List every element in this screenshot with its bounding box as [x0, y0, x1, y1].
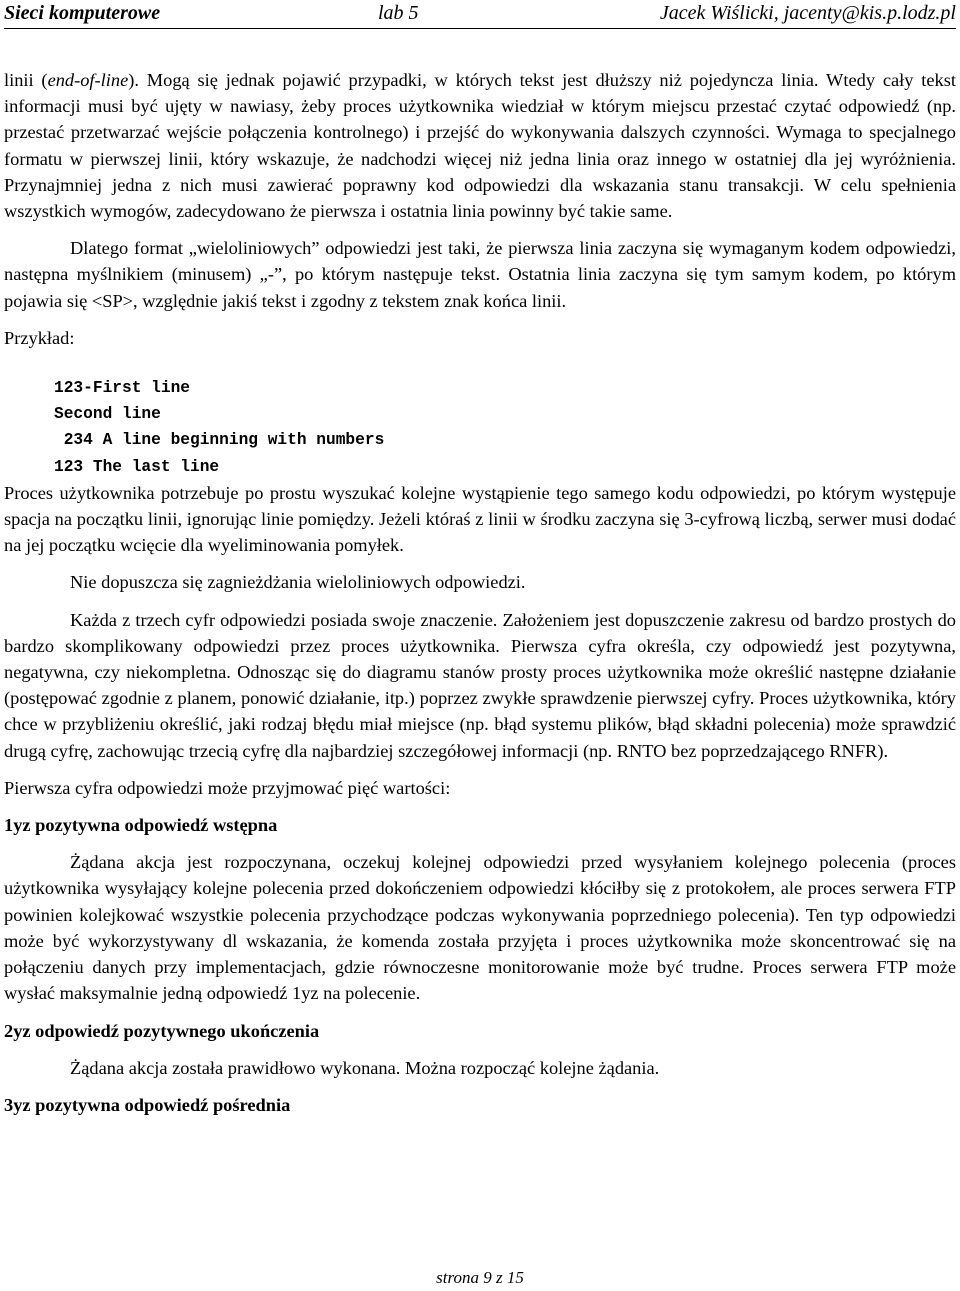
- code-line: 123 The last line: [54, 457, 220, 476]
- paragraph-multiline-intro: [4, 67, 956, 224]
- paragraph-digit-meaning: Każda z trzech cyfr odpowiedzi posiada swoje znaczenie. Założeniem jest dopuszczenie zakresu od bardzo prostych do bardzo skomplikowany odpowiedzi przez proces użytkownika. Pierwsza cyfra określa, czy odpowiedź jest pozytywna, negatywna, czy niekompletna. Odnosząc się do diagramu stanów prosty proces użytkownika może określić następne działanie (postępować zgodnie z planem, ponowić działanie, itp.) poprzez zwykłe sprawdzenie pierwszej cyfry. Proces użytkownika, który chce w przybliżeniu określić, jaki rodzaj błędu miał miejsce (np. błąd systemu plików, błąd składni polecenia) może sprawdzić drugą cyfrę, zachowując trzecią cyfrę dla najbardziej szczegółowej informacji (np. RNTO bez poprzedzającego RNFR).: [4, 609, 956, 761]
- paragraph-2yz-description: Żądana akcja została prawidłowo wykonana. Można rozpocząć kolejne żądania.: [70, 1057, 660, 1078]
- paragraph-multiline-format: Dlatego format „wieloliniowych” odpowiedzi jest taki, że pierwsza linia zaczyna się wymaganym kodem odpowiedzi, następna myślnikiem (minusem) „-”, po którym następuje tekst. Ostatnia linia zaczyna się tym samym kodem, po którym pojawia się <SP>, względnie jakiś tekst i zgodny z tekstem znak końca linii.: [4, 238, 956, 311]
- heading-3yz: 3yz pozytywna odpowiedź pośrednia: [4, 1094, 291, 1115]
- code-line: 234 A line beginning with numbers: [54, 431, 385, 450]
- author-contact: Jacek Wiślicki, jacenty@kis.p.lodz.pl: [659, 2, 956, 24]
- lab-number: lab 5: [378, 2, 419, 24]
- paragraph-no-nesting: Nie dopuszcza się zagnieżdżania wieloliniowych odpowiedzi.: [70, 572, 526, 593]
- example-label: Przykład:: [4, 327, 75, 348]
- page-number: strona 9 z 15: [436, 1268, 524, 1287]
- code-line: 123-First line: [54, 379, 190, 398]
- emphasis-end-of-line: end-of-line: [47, 70, 129, 90]
- paragraph-user-process: Proces użytkownika potrzebuje po prostu wyszukać kolejne wystąpienie tego samego kodu odpowiedzi, po którym występuje spacja na początku linii, ignorując linie pomiędzy. Jeżeli któraś z linii w środku zaczyna się 3-cyfrową liczbą, serwer musi dodać na jej początku wcięcie dla wyeliminowania pomyłek.: [4, 482, 956, 556]
- code-example: [54, 375, 956, 480]
- paragraph-first-digit-values: Pierwsza cyfra odpowiedzi może przyjmować pięć wartości:: [4, 777, 451, 798]
- course-title: Sieci komputerowe: [4, 2, 161, 24]
- text-run: ). Mogą się jednak pojawić przypadki, w których tekst jest dłuższy niż pojedyncza linia. Wtedy cały tekst informacji musi być ujęty w nawiasy, żeby proces użytkownika wiedział w którym miejscu przestać czytać odpowiedź (np. przestać przetwarzać wejście połączenia kontrolnego) i przejść do wykonywania dalszych czynności. Wymaga to specjalnego formatu w pierwszej linii, który wskazuje, że nadchodzi więcej niż jedna linia oraz innego w ostatniej dla jej wyróżnienia. Przynajmniej jedna z nich musi zawierać poprawny kod odpowiedzi dla wskazania stanu transakcji. W celu spełnienia wszystkich wymogów, zadecydowano że pierwsza i ostatnia linia powinny być takie same.: [4, 70, 956, 222]
- paragraph-1yz-description: Żądana akcja jest rozpoczynana, oczekuj kolejnej odpowiedzi przed wysyłaniem kolejnego polecenia (proces użytkownika wysyłający kolejne polecenia przed dokończeniem odpowiedzi kłóciłby się z protokołem, ale proces serwera FTP powinien kolejkować wszystkie polecenia przychodzące podczas wykonywania poprzedniego polecenia). Ten typ odpowiedzi może być wykorzystywany dl wskazania, że komenda została przyjęta i proces użytkownika może skoncentrować się na połączeniu danych przy implementacjach, gdzie równoczesne monitorowanie może być trudne. Proces serwera FTP może wysłać maksymalnie jedną odpowiedź 1yz na polecenie.: [4, 852, 956, 1004]
- code-line: Second line: [54, 405, 161, 424]
- heading-2yz: 2yz odpowiedź pozytywnego ukończenia: [4, 1020, 320, 1041]
- document-body: [4, 67, 956, 1118]
- page-header: [4, 0, 956, 29]
- heading-1yz: 1yz pozytywna odpowiedź wstępna: [4, 815, 278, 836]
- text-run: linii (: [4, 70, 48, 90]
